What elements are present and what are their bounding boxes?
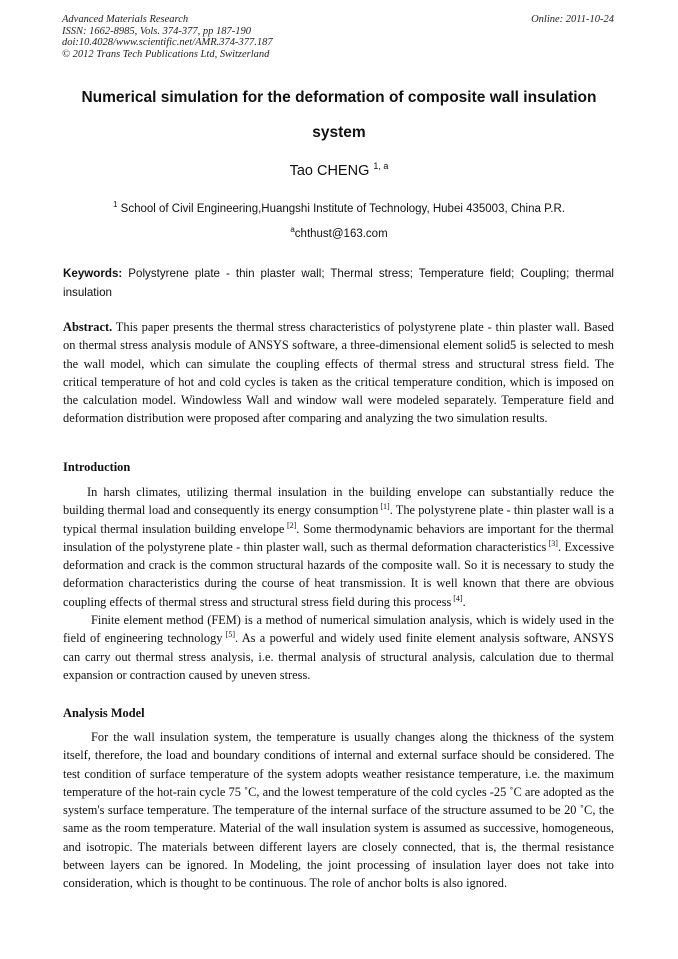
author-email: [0, 225, 678, 240]
author: [0, 163, 678, 179]
introduction-body: [63, 483, 614, 684]
keywords: [63, 264, 614, 302]
introduction-paragraph-1: [63, 483, 614, 611]
citation-4: [4]: [451, 593, 463, 603]
journal-copyright: © 2012 Trans Tech Publications Ltd, Switzerland: [62, 48, 270, 60]
citation-2: [2]: [284, 520, 297, 530]
author-superscript: 1, a: [373, 161, 389, 171]
intro-p1-text-d: . Excessive deformation and crack is the common structural hazards of the composite wall. So it is necessary to study the deformation characteristics during the course of heat transmission. It is well known that there are obvious coupling effects of thermal stress and structural stress field during this process: [63, 539, 614, 609]
introduction-heading: Introduction: [63, 460, 131, 474]
citation-3: [3]: [546, 538, 558, 548]
intro-p2-text-a: Finite element method (FEM) is a method of numerical simulation analysis, which is widely used in the field of engineering technology: [63, 613, 614, 646]
paper-title-line-2: system: [312, 124, 366, 141]
intro-p2-text-b: . As a powerful and widely used finite element analysis software, ANSYS can carry out thermal stress analysis, i.e. thermal analysis of structural analysis, calculation due to thermal expansion or contraction caused by uneven stress.: [63, 631, 614, 682]
abstract-label: Abstract.: [63, 320, 113, 334]
paper-title-line-1: Numerical simulation for the deformation of composite wall insulation: [81, 89, 597, 106]
journal-info: [62, 14, 273, 60]
citation-5: [5]: [222, 630, 235, 640]
email-text: chthust@163.com: [294, 228, 388, 240]
online-date: Online: 2011-10-24: [531, 14, 614, 25]
affiliation: [0, 200, 678, 215]
intro-p1-text-b: . The polystyrene plate - thin plaster wall is a typical thermal insulation building envelope: [63, 503, 614, 536]
affiliation-text: School of Civil Engineering,Huangshi Institute of Technology, Hubei 435003, China P.R.: [117, 203, 565, 215]
abstract-text: This paper presents the thermal stress characteristics of polystyrene plate - thin plaster wall. Based on thermal stress analysis module of ANSYS software, a three-dimensional element solid5 is selected to mesh the wall model, which can simulate the coupling effects of thermal stress and structural stress field. The critical temperature of hot and cold cycles is taken as the critical temperature condition, which is imposed on the calculation model. Windowless Wall and window wall were modeled separately. Temperature field and deformation distribution were proposed after comparing and analyzing the two simulation results.: [63, 320, 614, 426]
email-superscript: a: [290, 225, 295, 234]
intro-p1-text-c: . Some thermodynamic behaviors are important for the thermal insulation of the polystyrene plate - thin plaster wall, such as thermal deformation characteristics: [63, 521, 614, 554]
author-name: Tao CHENG: [289, 163, 374, 179]
abstract: [63, 318, 614, 428]
keywords-text: Polystyrene plate - thin plaster wall; Thermal stress; Temperature field; Coupling; thermal insulation: [63, 267, 614, 299]
intro-p1-text-a: In harsh climates, utilizing thermal insulation in the building envelope can substantially reduce the building thermal load and consequently its energy consumption: [63, 485, 614, 518]
citation-1: [1]: [378, 502, 390, 512]
introduction-paragraph-2: [63, 611, 614, 684]
intro-p1-text-e: .: [462, 594, 466, 609]
analysis-model-body: [63, 728, 614, 893]
journal-name: Advanced Materials Research: [62, 14, 189, 25]
affiliation-superscript: 1: [113, 200, 118, 209]
journal-doi: doi:10.4028/www.scientific.net/AMR.374-377.187: [62, 37, 273, 48]
keywords-label: Keywords:: [63, 267, 123, 280]
journal-issn: ISSN: 1662-8985, Vols. 374-377, pp 187-190: [62, 25, 251, 37]
analysis-model-heading: Analysis Model: [63, 706, 145, 720]
analysis-model-paragraph-1: For the wall insulation system, the temperature is usually changes along the thickness of the system itself, therefore, the load and boundary conditions of internal and external surface should be considered. The test condition of surface temperature of the system adopts weather resistance temperature, i.e. the maximum temperature of the hot-rain cycle 75 ˚C, and the lowest temperature of the cold cycles -25 ˚C are adopted as the system's surface temperature. The temperature of the internal surface of the structure assumed to be 20 ˚C, the same as the room temperature. Material of the wall insulation system is assumed as successive, homogeneous, and isotropic. The materials between different layers are closely connected, that is, the thermal resistance between layers can be ignored. In Modeling, the joint processing of insulation layer does not take into consideration, which is thought to be continuous. The role of anchor bolts is also ignored.: [63, 730, 614, 891]
